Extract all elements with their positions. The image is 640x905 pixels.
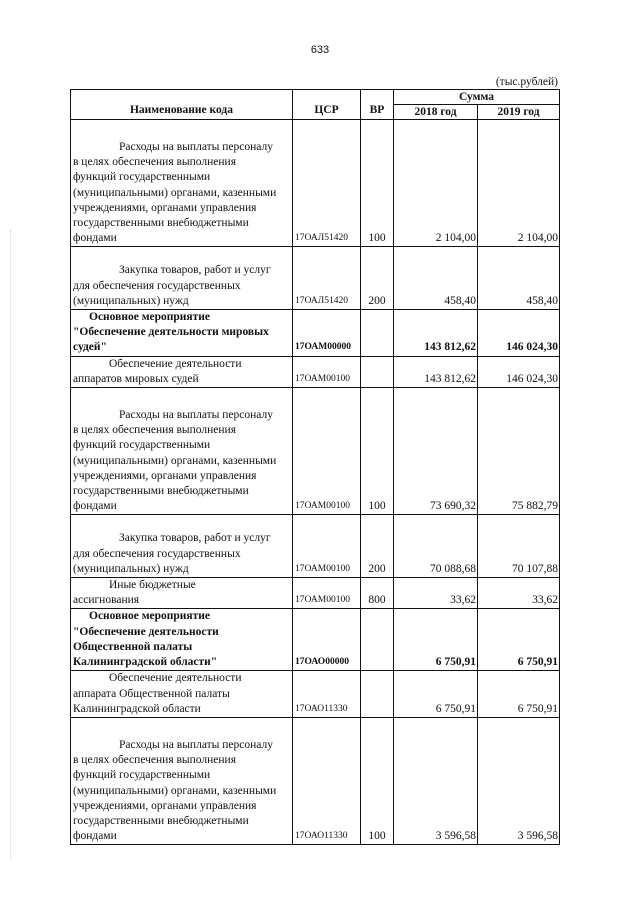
row-2018: 73 690,32 [394, 388, 478, 515]
row-name-line: фондами [73, 830, 117, 843]
row-2019: 6 750,91 [478, 671, 560, 718]
row-name [71, 578, 293, 609]
row-vr [361, 609, 394, 671]
row-name-line: фондами [73, 500, 117, 513]
row-name [71, 247, 293, 310]
row-vr: 200 [361, 515, 394, 578]
row-name-line: Закупка товаров, работ и услуг [119, 264, 271, 277]
row-name-line: (муниципальными) органами, казенными [73, 454, 277, 467]
row-2018: 143 812,62 [394, 310, 478, 357]
table-row [71, 388, 560, 515]
units-label: (тыс.рублей) [495, 76, 558, 88]
row-csr: 17ОАМ00100 [293, 515, 361, 578]
row-vr [361, 356, 394, 387]
row-name [71, 609, 293, 671]
header-sum: Сумма [394, 90, 560, 105]
row-name-line: Иные бюджетные [109, 579, 196, 592]
row-vr [361, 310, 394, 357]
row-2018: 33,62 [394, 578, 478, 609]
row-name-line: фондами [73, 232, 117, 245]
header-csr: ЦСР [293, 90, 361, 120]
header-row-top [71, 90, 560, 105]
row-name [71, 310, 293, 357]
row-csr: 17ОАЛ51420 [293, 247, 361, 310]
row-name-line: "Обеспечение деятельности [73, 625, 219, 638]
row-csr: 17ОАМ00100 [293, 388, 361, 515]
row-name-line: функций государственными [73, 439, 211, 452]
row-name-line: учреждениями, органами управления [73, 201, 257, 214]
row-2019: 70 107,88 [478, 515, 560, 578]
row-vr: 100 [361, 717, 394, 844]
row-name [71, 515, 293, 578]
row-name-line: аппаратов мировых судей [73, 372, 199, 385]
table-row [71, 671, 560, 718]
row-csr: 17ОАМ00100 [293, 356, 361, 387]
table-row [71, 609, 560, 671]
page-number: 633 [310, 44, 330, 56]
row-name-line: Общественной палаты [73, 640, 193, 653]
row-vr: 200 [361, 247, 394, 310]
row-name-line: Основное мероприятие [89, 610, 211, 623]
row-name-line: государственными внебюджетными [73, 217, 249, 230]
row-name-line: Обеспечение деятельности [109, 672, 242, 685]
row-name-line: (муниципальных) нужд [73, 562, 189, 575]
row-name-line: Обеспечение деятельности [109, 357, 242, 370]
budget-table [70, 89, 560, 845]
row-2019: 33,62 [478, 578, 560, 609]
row-name [71, 356, 293, 387]
row-name-line: Калининградской области" [73, 656, 218, 669]
row-name-line: Расходы на выплаты персоналу [119, 738, 273, 751]
row-name [71, 120, 293, 247]
row-2018: 458,40 [394, 247, 478, 310]
row-csr: 17ОАО11330 [293, 717, 361, 844]
row-name-line: государственными внебюджетными [73, 485, 249, 498]
row-2018: 2 104,00 [394, 120, 478, 247]
header-vr: ВР [361, 90, 394, 120]
row-vr [361, 671, 394, 718]
row-name-line: аппарата Общественной палаты [73, 687, 230, 700]
row-name-line: функций государственными [73, 171, 211, 184]
row-name [71, 388, 293, 515]
table-row [71, 120, 560, 247]
table-row [71, 515, 560, 578]
row-name-line: в целях обеспечения выполнения [73, 424, 236, 437]
row-2018: 6 750,91 [394, 671, 478, 718]
table-row [71, 247, 560, 310]
row-vr: 800 [361, 578, 394, 609]
row-name-line: Основное мероприятие [89, 311, 211, 324]
row-2019: 3 596,58 [478, 717, 560, 844]
row-2019: 458,40 [478, 247, 560, 310]
row-name-line: (муниципальными) органами, казенными [73, 186, 277, 199]
row-vr: 100 [361, 120, 394, 247]
scan-edge-marks [10, 230, 13, 860]
row-name-line: Калининградской области [73, 702, 201, 715]
row-name-line: учреждениями, органами управления [73, 469, 257, 482]
row-csr: 17ОАМ00100 [293, 578, 361, 609]
table-row [71, 310, 560, 357]
row-vr: 100 [361, 388, 394, 515]
row-name-line: для обеспечения государственных [73, 547, 241, 560]
header-year-2019: 2019 год [478, 105, 560, 120]
row-name [71, 717, 293, 844]
table-row [71, 717, 560, 844]
row-name-line: учреждениями, органами управления [73, 799, 257, 812]
row-2018: 6 750,91 [394, 609, 478, 671]
row-2018: 70 088,68 [394, 515, 478, 578]
row-csr: 17ОАО00000 [293, 609, 361, 671]
row-2018: 3 596,58 [394, 717, 478, 844]
row-csr: 17ОАМ00000 [293, 310, 361, 357]
row-2019: 75 882,79 [478, 388, 560, 515]
row-csr: 17ОАО11330 [293, 671, 361, 718]
row-2019: 6 750,91 [478, 609, 560, 671]
row-name-line: "Обеспечение деятельности мировых [73, 326, 269, 339]
row-name-line: ассигнования [73, 594, 140, 607]
row-csr: 17ОАЛ51420 [293, 120, 361, 247]
row-name-line: в целях обеспечения выполнения [73, 156, 236, 169]
row-2019: 146 024,30 [478, 356, 560, 387]
row-2019: 2 104,00 [478, 120, 560, 247]
row-2018: 143 812,62 [394, 356, 478, 387]
row-name-line: (муниципальными) органами, казенными [73, 784, 277, 797]
table-row [71, 578, 560, 609]
header-year-2018: 2018 год [394, 105, 478, 120]
row-2019: 146 024,30 [478, 310, 560, 357]
row-name-line: Расходы на выплаты персоналу [119, 141, 273, 153]
row-name-line: судей" [73, 341, 107, 354]
row-name-line: Расходы на выплаты персоналу [119, 409, 273, 422]
row-name-line: (муниципальных) нужд [73, 294, 189, 307]
header-name: Наименование кода [71, 90, 293, 120]
row-name-line: Закупка товаров, работ и услуг [119, 532, 271, 545]
row-name-line: государственными внебюджетными [73, 814, 249, 827]
row-name [71, 671, 293, 718]
row-name-line: для обеспечения государственных [73, 279, 241, 292]
row-name-line: функций государственными [73, 769, 211, 782]
table-row [71, 356, 560, 387]
row-name-line: в целях обеспечения выполнения [73, 754, 236, 767]
